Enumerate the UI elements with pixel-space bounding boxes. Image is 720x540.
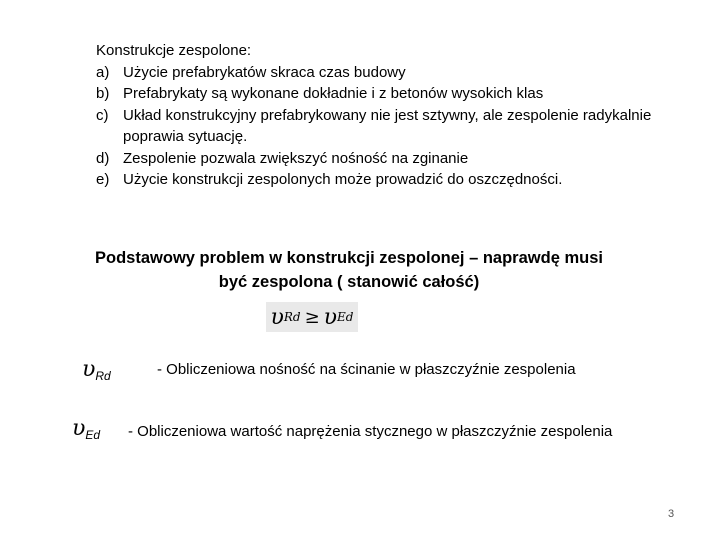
- list-item-label: a): [96, 63, 110, 81]
- list-item-text: Układ konstrukcyjny prefabrykowany nie jest sztywny, ale zespolenie radykalnie poprawia sytuację.: [123, 106, 652, 145]
- list-item: [96, 148, 696, 170]
- intro-heading: Konstrukcje zespolone:: [96, 42, 252, 59]
- list-item-text: Zespolenie pozwala zwiększyć nośność na zginanie: [123, 149, 469, 167]
- problem-line-2: być zespolona ( stanowić całość): [218, 273, 480, 291]
- list-item: [96, 62, 696, 84]
- definition-text-rd: - Obliczeniowa nośność na ścinanie w płaszczyźnie zespolenia: [157, 361, 576, 378]
- formula-geq: ≥: [304, 306, 320, 328]
- list-item-label: d): [96, 149, 110, 167]
- formula-symbol-ed: υ: [323, 304, 338, 330]
- list-item: [96, 105, 696, 148]
- list-item-text: Prefabrykaty są wykonane dokładnie i z betonów wysokich klas: [123, 85, 544, 102]
- symbol-upsilon: υ: [72, 416, 86, 441]
- symbol-subscript: Ed: [85, 428, 101, 442]
- formula-inequality: [266, 302, 358, 332]
- definition-symbol-ed: [72, 416, 100, 442]
- page-number: 3: [668, 508, 675, 520]
- list-item-label: e): [96, 171, 110, 188]
- list-item-label: b): [96, 85, 110, 102]
- list-item: [96, 169, 696, 191]
- formula-subscript-rd: Rd: [283, 310, 301, 324]
- list-item: [96, 83, 696, 105]
- list-item-label: c): [96, 106, 109, 124]
- definition-text-ed: - Obliczeniowa wartość naprężenia stycznego w płaszczyźnie zespolenia: [128, 423, 613, 440]
- problem-line-1: Podstawowy problem w konstrukcji zespolonej – naprawdę musi: [95, 249, 603, 267]
- list-item-text: Użycie konstrukcji zespolonych może prowadzić do oszczędności.: [123, 171, 563, 188]
- definition-symbol-rd: [82, 357, 111, 383]
- symbol-upsilon: υ: [82, 357, 96, 382]
- intro-list: [96, 40, 696, 191]
- formula-symbol-rd: υ: [270, 304, 284, 330]
- symbol-subscript: Rd: [95, 369, 111, 383]
- list-item-text: Użycie prefabrykatów skraca czas budowy: [123, 63, 406, 81]
- problem-statement: [60, 246, 638, 294]
- formula-subscript-ed: Ed: [337, 310, 354, 324]
